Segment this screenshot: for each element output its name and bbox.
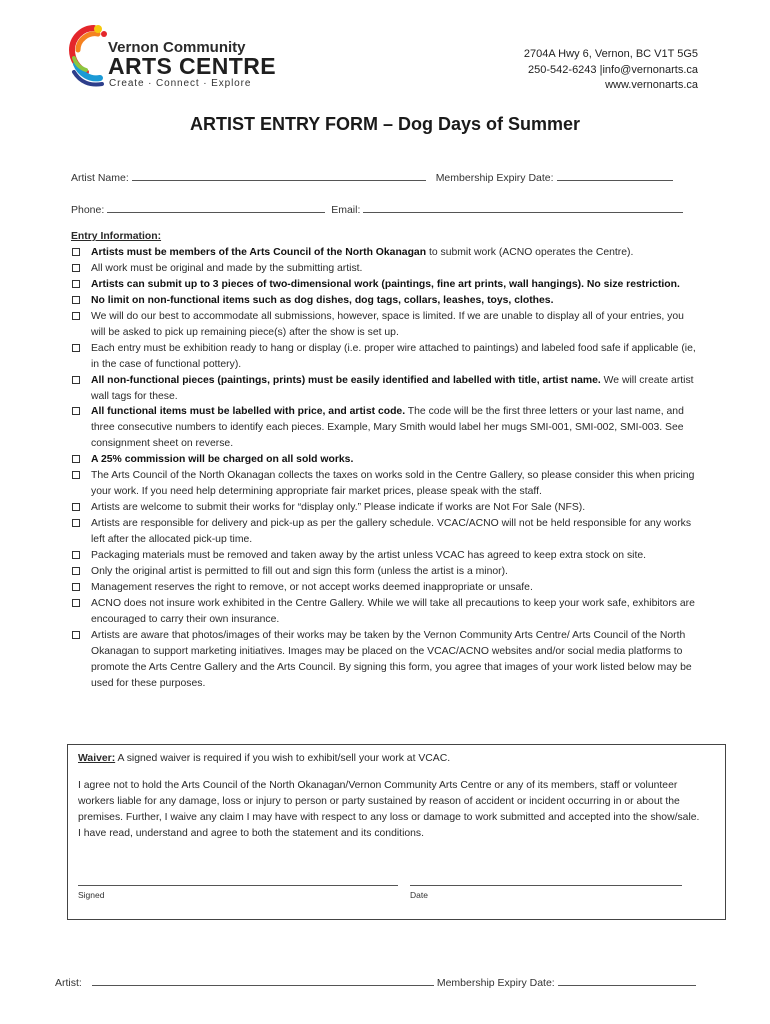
footer-artist-label: Artist:: [55, 977, 82, 989]
date-label: Date: [410, 890, 428, 900]
logo-line1: Vernon Community: [108, 39, 246, 56]
checkbox-icon[interactable]: [72, 471, 80, 479]
checkbox-icon[interactable]: [72, 248, 80, 256]
checkbox-icon[interactable]: [72, 407, 80, 415]
artist-name-field[interactable]: [132, 170, 426, 181]
checkbox-icon[interactable]: [72, 567, 80, 575]
checkbox-icon[interactable]: [72, 312, 80, 320]
entry-item: [71, 580, 699, 596]
entry-item-text: Packaging materials must be removed and taken away by the artist unless VCAC has agreed to keep extra stock on site.: [91, 550, 647, 562]
footer-artist-field[interactable]: [92, 975, 434, 986]
entry-item: [71, 628, 699, 692]
waiver-box: [67, 744, 726, 920]
membership-expiry-label: Membership Expiry Date:: [435, 172, 554, 184]
logo-tagline: Create · Connect · Explore: [109, 78, 252, 89]
footer-membership-label: Membership Expiry Date:: [436, 977, 555, 989]
entry-item-text: to submit work (ACNO operates the Centre).: [426, 246, 634, 258]
membership-expiry-field[interactable]: [557, 170, 673, 181]
entry-item-bold: Artists can submit up to 3 pieces of two-dimensional work (paintings, fine art prints, wall hangings). No size restriction.: [91, 278, 680, 290]
entry-item: [71, 500, 699, 516]
contact-block: [524, 47, 698, 94]
entry-item: [71, 245, 699, 261]
entry-item: [71, 452, 699, 468]
entry-item: [71, 293, 699, 309]
checkbox-icon[interactable]: [72, 599, 80, 607]
entry-item-text: Artists are welcome to submit their works for “display only.” Please indicate if works are Not For Sale (NFS).: [91, 502, 586, 514]
entry-item-text: All work must be original and made by the submitting artist.: [91, 262, 363, 274]
contact-address: 2704A Hwy 6, Vernon, BC V1T 5G5: [523, 48, 698, 60]
checkbox-icon[interactable]: [72, 519, 80, 527]
waiver-intro-line: [78, 753, 450, 764]
entry-item-text: The Arts Council of the North Okanagan collects the taxes on works sold in the Centre Gallery, so please consider this when pricing your work. If you need help determining appropriate fair market prices, please speak with the staff.: [91, 470, 695, 498]
signature-line[interactable]: [78, 885, 398, 886]
checkbox-icon[interactable]: [72, 296, 80, 304]
checkbox-icon[interactable]: [72, 631, 80, 639]
phone-label: Phone:: [71, 204, 105, 216]
date-line[interactable]: [410, 885, 682, 886]
entry-item-text: Artists are responsible for delivery and pick-up as per the gallery schedule. VCAC/ACNO will not be held responsible for any works left after the allocated pick-up time.: [91, 518, 692, 546]
phone-field[interactable]: [107, 202, 325, 213]
entry-item-text: Only the original artist is permitted to fill out and sign this form (unless the artist is a minor).: [91, 566, 508, 578]
entry-item: [71, 373, 699, 405]
entry-item-bold: A 25% commission will be charged on all sold works.: [91, 454, 354, 466]
checkbox-icon[interactable]: [72, 280, 80, 288]
entry-item: [71, 261, 699, 277]
waiver-intro: A signed waiver is required if you wish to exhibit/sell your work at VCAC.: [115, 753, 451, 764]
checkbox-icon[interactable]: [72, 503, 80, 511]
entry-item-text: Each entry must be exhibition ready to hang or display (i.e. proper wire attached to paintings) and labeled food safe if applicable (ie, in the case of functional pottery).: [91, 342, 696, 370]
checkbox-icon[interactable]: [72, 376, 80, 384]
entry-information: [71, 229, 699, 692]
artist-name-row: [71, 170, 676, 184]
logo-swirl-icon: [68, 20, 112, 90]
entry-item: [71, 468, 699, 500]
checkbox-icon[interactable]: [72, 455, 80, 463]
checkbox-icon[interactable]: [72, 551, 80, 559]
entry-item-text: ACNO does not insure work exhibited in the Centre Gallery. While we will take all precautions to keep your work safe, exhibitors are encouraged to carry their own insurance.: [91, 597, 695, 625]
checkbox-icon[interactable]: [72, 583, 80, 591]
entry-item: [71, 564, 699, 580]
artist-name-label: Artist Name:: [71, 172, 129, 184]
logo-line2: ARTS CENTRE: [108, 53, 276, 79]
email-field[interactable]: [363, 202, 683, 213]
entry-item: [71, 277, 699, 293]
entry-item-bold: All non-functional pieces (paintings, prints) must be easily identified and labelled with title, artist name.: [91, 374, 601, 386]
vcac-logo: [68, 20, 276, 90]
footer-membership-field[interactable]: [558, 975, 696, 986]
entry-item-text: Artists are aware that photos/images of their works may be taken by the Vernon Community Arts Centre/ Arts Council of the North Okanagan to support marketing initiatives. Images may be placed on the VCAC/ACNO websites and/or social media platforms to promote the Arts Centre Gallery and the Arts Council. By signing this form, you agree that images of your work listed below may be used for these purposes.: [91, 629, 692, 689]
email-label: Email:: [331, 204, 361, 216]
waiver-body: I agree not to hold the Arts Council of the North Okanagan/Vernon Community Arts Centre or any of its members, staff or volunteer workers liable for any damage, loss or injury to person or party sustained by reason of accident or incident occurring in or about the premises. Further, I waive any claim I may have with respect to any loss or damage to work submitted and accepted into the show/sale. I have read, understand and agree to both the statement and its conditions.: [78, 780, 700, 839]
checkbox-icon[interactable]: [72, 344, 80, 352]
entry-item-bold: Artists must be members of the Arts Council of the North Okanagan: [91, 246, 427, 258]
entry-item-text: The code will be the first three letters or your last name, and three consecutive numbers to identify each pieces. Example, Mary Smith would label her mugs SMI-001, SMI-002, SMI-003. See consignment sheet on reverse.: [91, 406, 684, 450]
form-title: ARTIST ENTRY FORM – Dog Days of Summer: [189, 114, 581, 134]
entry-item-bold: No limit on non-functional items such as dog dishes, dog tags, collars, leashes, toys, clothes.: [91, 294, 554, 306]
signed-label: Signed: [78, 890, 105, 900]
entry-item: [71, 516, 699, 548]
entry-item-text: Management reserves the right to remove, or not accept works deemed inappropriate or unsafe.: [91, 581, 533, 593]
entry-item: [71, 596, 699, 628]
footer-row: [55, 975, 699, 989]
phone-email-row: [71, 202, 686, 216]
entry-item: [71, 404, 699, 452]
entry-item: [71, 341, 699, 373]
entry-item-text: We will create artist wall tags for these.: [91, 374, 694, 402]
contact-phone-email[interactable]: 250-542-6243 |info@vernonarts.ca: [528, 63, 698, 76]
contact-website[interactable]: www.vernonarts.ca: [605, 79, 698, 91]
entry-list: [71, 245, 699, 692]
entry-item-text: We will do our best to accommodate all submissions, however, space is limited. If we are unable to display all of your entries, you will be asked to pick up remaining piece(s) after the show is set up.: [91, 310, 684, 338]
waiver-label: Waiver:: [78, 753, 116, 764]
entry-item: [71, 309, 699, 341]
entry-heading: Entry Information:: [71, 231, 162, 242]
entry-item: [71, 548, 699, 564]
entry-item-bold: All functional items must be labelled with price, and artist code.: [91, 406, 406, 418]
checkbox-icon[interactable]: [72, 264, 80, 272]
